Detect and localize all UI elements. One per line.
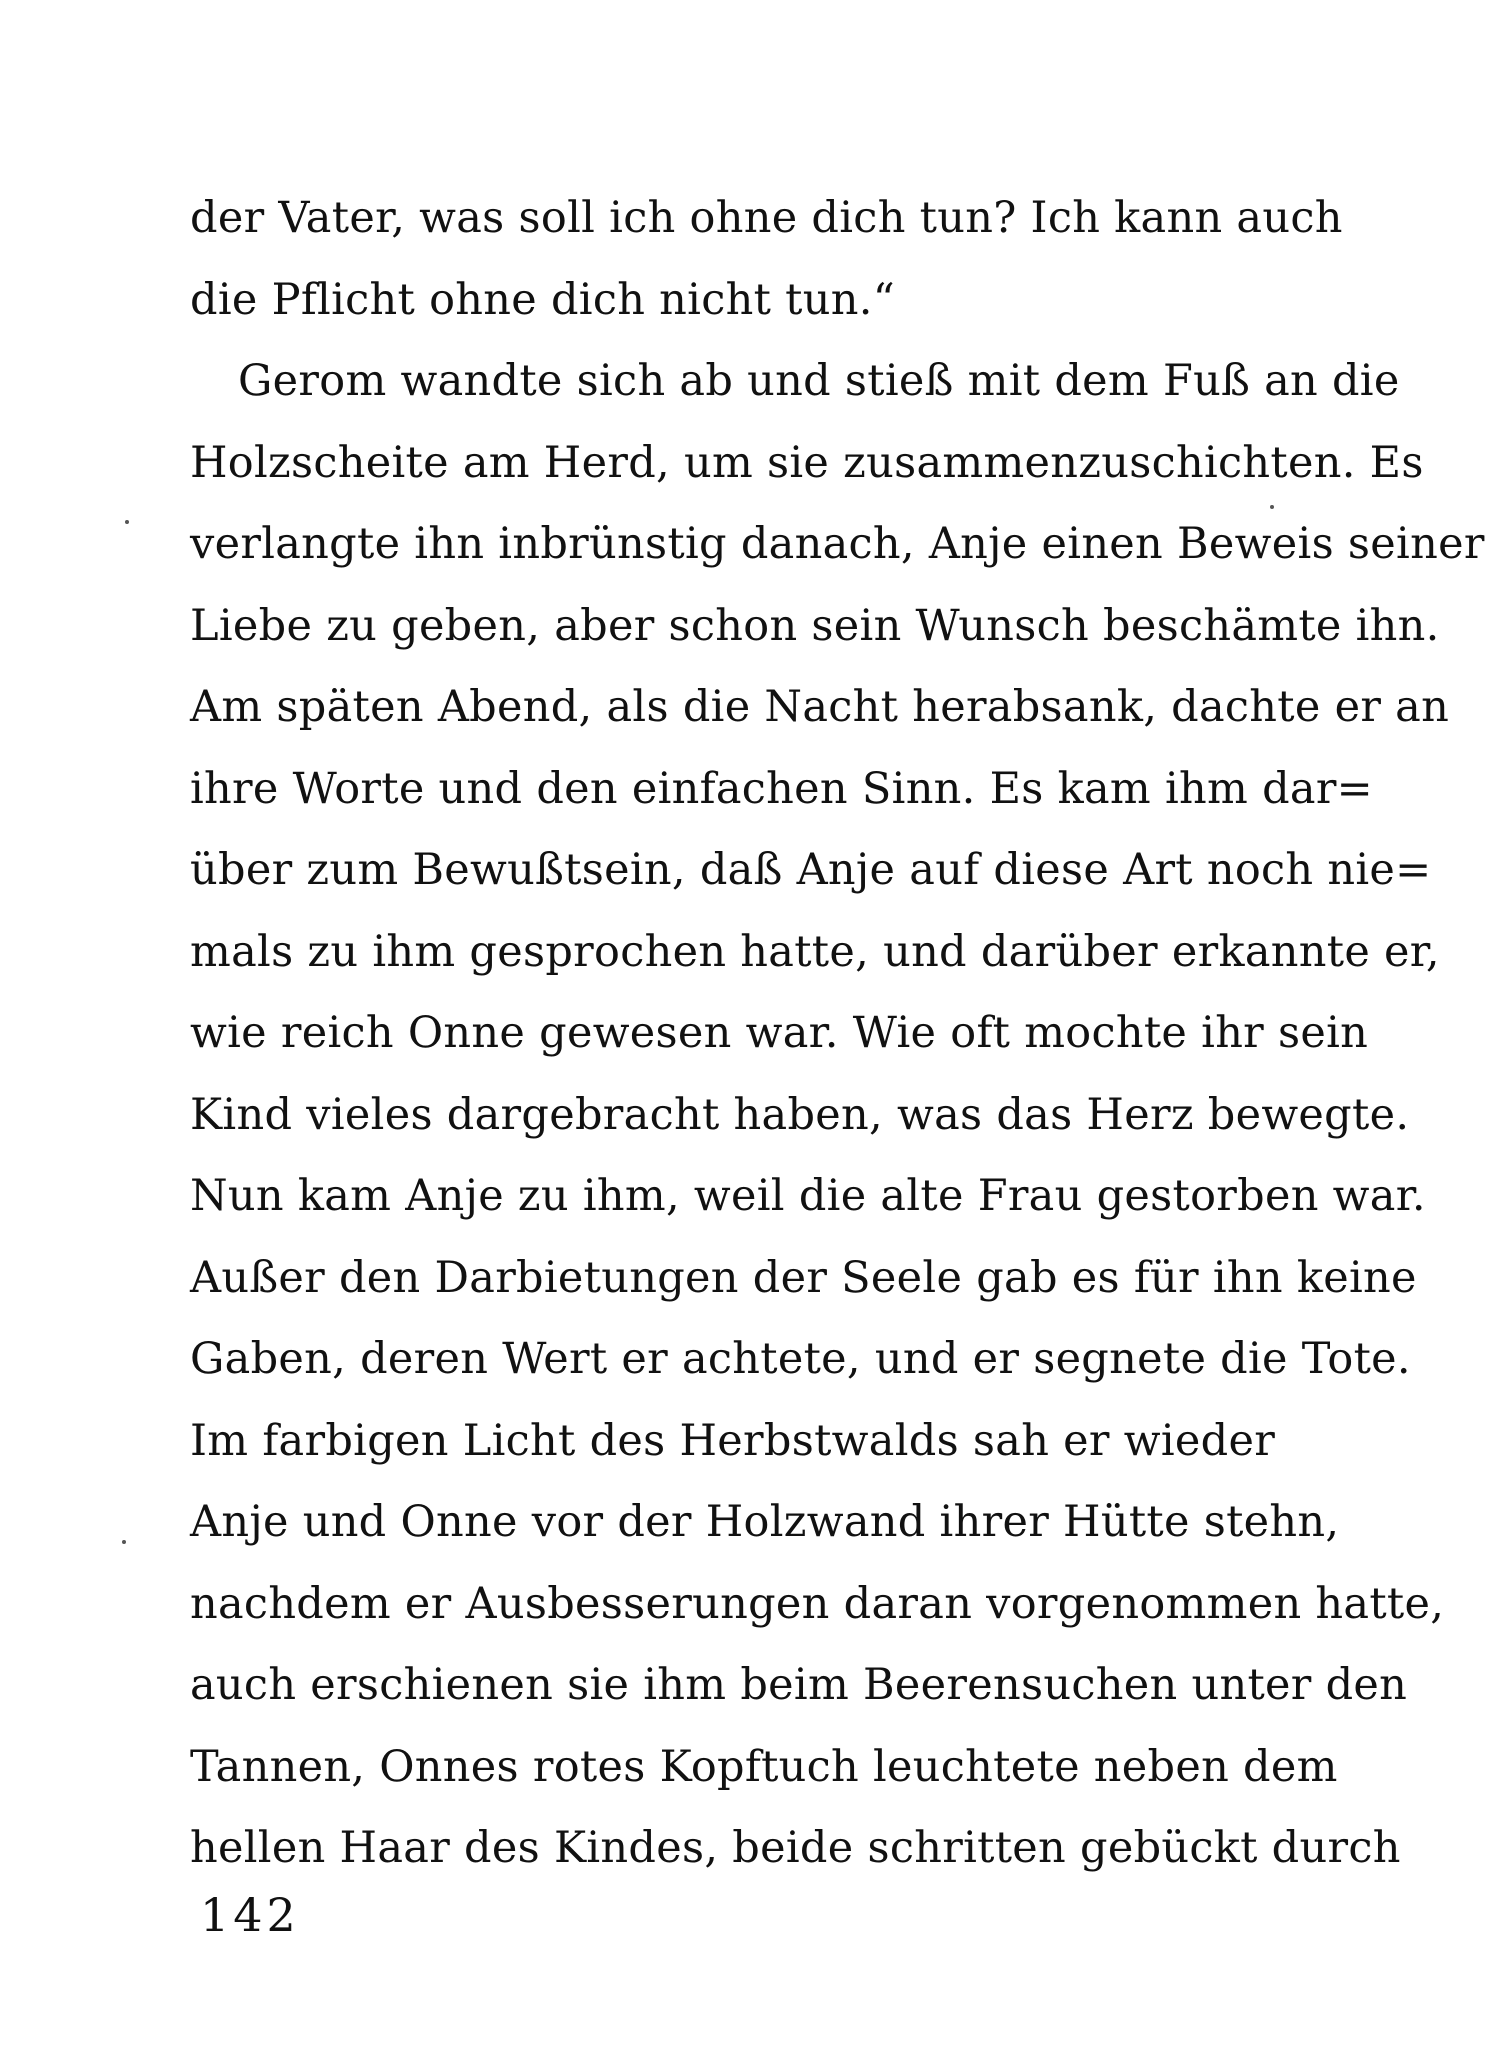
- dust-speck: [125, 520, 129, 524]
- text-line: Tannen, Onnes rotes Kopftuch leuchtete neben dem: [190, 1741, 1338, 1792]
- text-line: nachdem er Ausbesserungen daran vorgenommen hatte,: [190, 1578, 1445, 1629]
- dust-speck: [1270, 505, 1274, 509]
- text-line: Holzscheite am Herd, um sie zusammenzuschichten. Es: [190, 437, 1424, 488]
- text-line: auch erschienen sie ihm beim Beerensuchen unter den: [190, 1660, 1408, 1710]
- dust-speck: [122, 1540, 126, 1544]
- text-line: verlangte ihn inbrünstig danach, Anje einen Beweis seiner: [190, 519, 1485, 569]
- page-number: 142: [200, 1888, 300, 1942]
- text-line: Gerom wandte sich ab und stieß mit dem Fuß an die: [238, 356, 1400, 406]
- text-line: Liebe zu geben, aber schon sein Wunsch beschämte ihn.: [190, 600, 1440, 651]
- body-text: [190, 178, 1485, 1890]
- text-line: hellen Haar des Kindes, beide schritten gebückt durch: [190, 1823, 1401, 1873]
- text-line: Gaben, deren Wert er achtete, und er segnete die Tote.: [190, 1334, 1411, 1384]
- text-line: der Vater, was soll ich ohne dich tun? Ich kann auch: [190, 193, 1343, 243]
- text-line: Im farbigen Licht des Herbstwalds sah er wieder: [190, 1415, 1276, 1466]
- text-line: mals zu ihm gesprochen hatte, und darüber erkannte er,: [190, 926, 1440, 977]
- text-line: Nun kam Anje zu ihm, weil die alte Frau gestorben war.: [190, 1171, 1426, 1221]
- text-line: die Pflicht ohne dich nicht tun.“: [190, 274, 895, 325]
- text-line: wie reich Onne gewesen war. Wie oft mochte ihr sein: [190, 1008, 1369, 1058]
- text-line: Kind vieles dargebracht haben, was das Herz bewegte.: [190, 1089, 1410, 1140]
- text-line: Anje und Onne vor der Holzwand ihrer Hütte stehn,: [190, 1497, 1340, 1547]
- text-line: Außer den Darbietungen der Seele gab es für ihn keine: [190, 1252, 1417, 1303]
- text-line: ihre Worte und den einfachen Sinn. Es kam ihm dar=: [190, 763, 1374, 814]
- text-line: über zum Bewußtsein, daß Anje auf diese Art noch nie=: [190, 845, 1432, 895]
- text-line: Am späten Abend, als die Nacht herabsank, dachte er an: [190, 682, 1450, 732]
